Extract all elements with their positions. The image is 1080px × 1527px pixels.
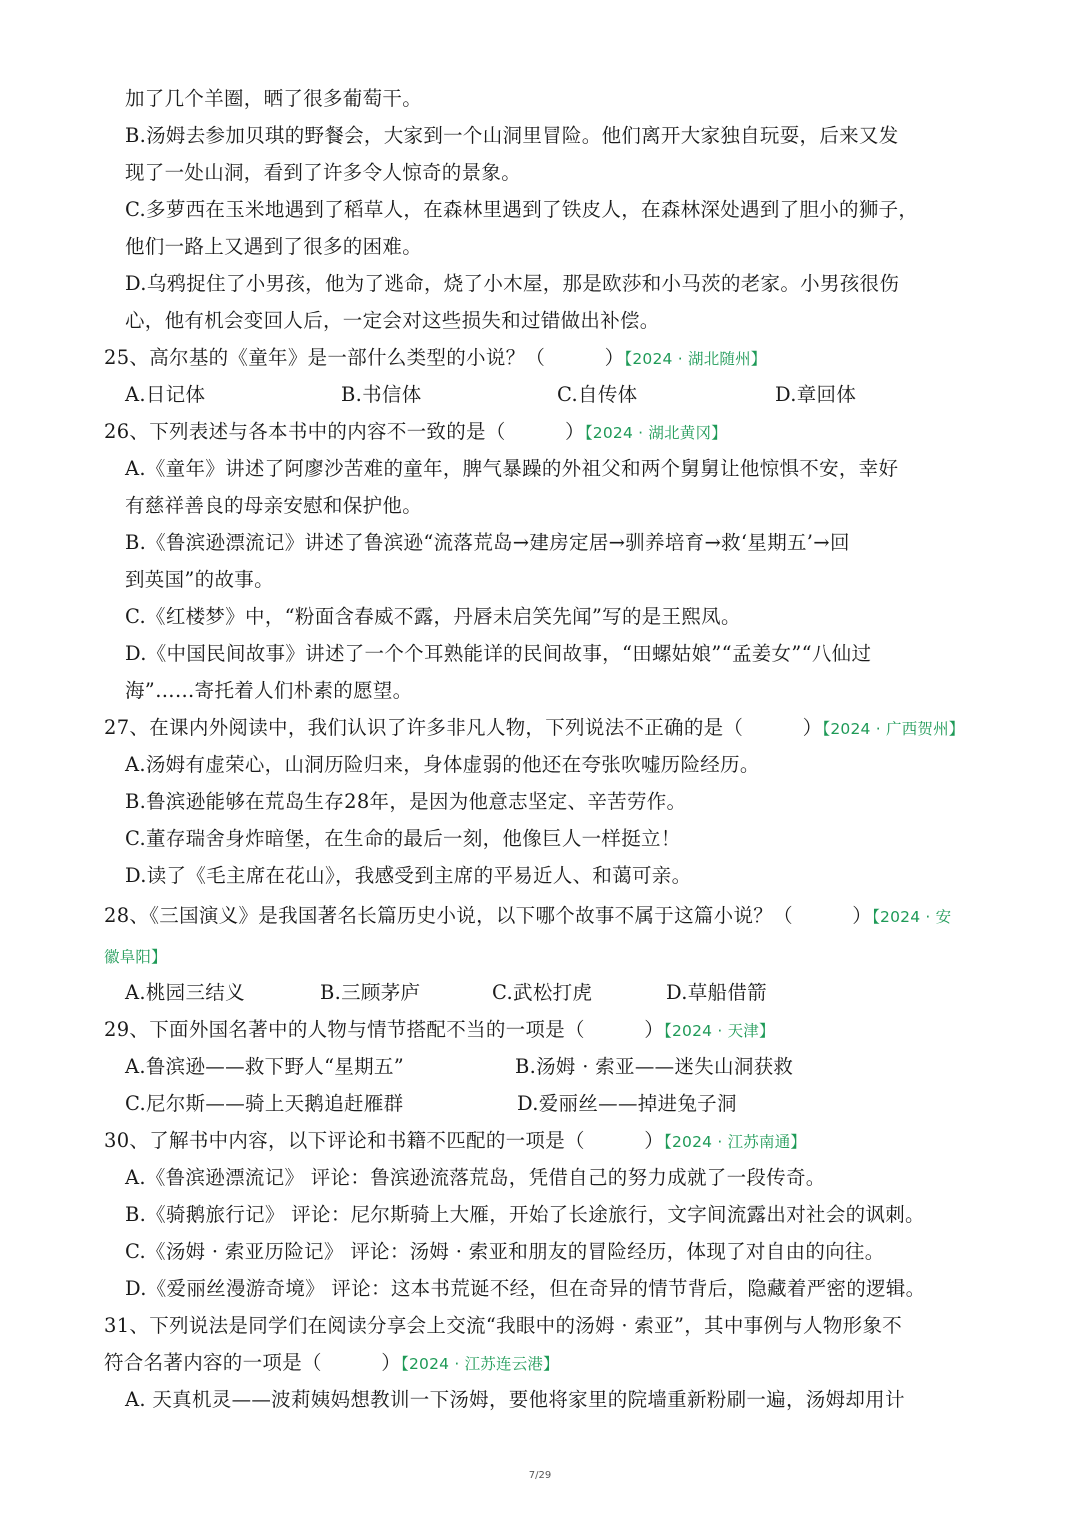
question-stem: 28、《三国演义》是我国著名长篇历史小说，以下哪个故事不属于这篇小说？（ ） <box>104 904 873 927</box>
text-line: 现了一处山洞，看到了许多令人惊奇的景象。 <box>125 161 522 184</box>
question-stem: 29、下面外国名著中的人物与情节搭配不当的一项是（ ） <box>104 1018 665 1041</box>
question-27 <box>0 709 1080 746</box>
text-line: 他们一路上又遇到了很多的困难。 <box>125 235 423 258</box>
option-a: A.《鲁滨逊漂流记》 评论：鲁滨逊流落荒岛，凭借自己的努力成就了一段传奇。 <box>125 1166 826 1189</box>
question-28 <box>0 894 1080 938</box>
option-d-cont: 海”……寄托着人们朴素的愿望。 <box>125 679 413 702</box>
source-tag-cont: 徽阜阳】 <box>104 948 167 966</box>
option-c: C.尼尔斯——骑上天鹅追赶雁群 <box>125 1092 404 1115</box>
option-a: A.《童年》讲述了阿廖沙苦难的童年，脾气暴躁的外祖父和两个舅舅让他惊惧不安，幸好 <box>125 457 899 480</box>
option-d: D.章回体 <box>775 383 857 406</box>
question-stem: 25、高尔基的《童年》是一部什么类型的小说？（ ） <box>104 346 625 369</box>
question-31: 31、下列说法是同学们在阅读分享会上交流“我眼中的汤姆 · 索亚”，其中事例与人物形象不 <box>104 1314 903 1337</box>
option-b-cont: 到英国”的故事。 <box>125 568 274 591</box>
option-a: A.日记体 <box>125 383 206 406</box>
option-d: D.爱丽丝——掉进兔子洞 <box>517 1092 737 1115</box>
option-c: C.自传体 <box>557 383 638 406</box>
question-25-options <box>0 376 1080 413</box>
question-31-cont <box>0 1344 1080 1381</box>
option-d: D.《爱丽丝漫游奇境》 评论：这本书荒诞不经，但在奇异的情节背后，隐藏着严密的逻辑。 <box>125 1277 926 1300</box>
question-29-options-ab <box>0 1048 1080 1085</box>
question-28-options <box>0 974 1080 1011</box>
page-number: 7/29 <box>528 1470 552 1481</box>
source-tag: 【2024 · 广西贺州】 <box>822 720 965 738</box>
question-29-options-cd <box>0 1085 1080 1122</box>
option-a: A. 天真机灵——波莉姨妈想教训一下汤姆，要他将家里的院墙重新粉刷一遍，汤姆却用计 <box>125 1388 905 1411</box>
option-b: B.鲁滨逊能够在荒岛生存28年，是因为他意志坚定、辛苦劳作。 <box>125 790 687 813</box>
question-26 <box>0 413 1080 450</box>
source-tag: 【2024 · 江苏连云港】 <box>401 1355 559 1373</box>
question-25 <box>0 339 1080 376</box>
question-stem: 30、了解书中内容，以下评论和书籍不匹配的一项是（ ） <box>104 1129 665 1152</box>
option-b-line: B.汤姆去参加贝琪的野餐会，大家到一个山洞里冒险。他们离开大家独自玩耍，后来又发 <box>125 124 899 147</box>
question-29 <box>0 1011 1080 1048</box>
source-tag: 【2024 · 天津】 <box>664 1022 775 1040</box>
question-stem: 26、下列表述与各本书中的内容不一致的是（ ） <box>104 420 585 443</box>
option-c: C.《汤姆 · 索亚历险记》 评论：汤姆 · 索亚和朋友的冒险经历，体现了对自由的向往。 <box>125 1240 885 1263</box>
option-b: B.《鲁滨逊漂流记》讲述了鲁滨逊“流落荒岛→建房定居→驯养培育→救‘星期五’→回 <box>125 531 850 554</box>
question-28-cont <box>0 938 1080 974</box>
option-c-line: C.多萝西在玉米地遇到了稻草人，在森林里遇到了铁皮人，在森林深处遇到了胆小的狮子， <box>125 198 919 221</box>
text-line: 加了几个羊圈，晒了很多葡萄干。 <box>125 87 423 110</box>
option-b: B.汤姆 · 索亚——迷失山洞获救 <box>515 1055 794 1078</box>
source-tag: 【2024 · 江苏南通】 <box>664 1133 807 1151</box>
question-stem-cont: 符合名著内容的一项是（ ） <box>104 1351 402 1374</box>
question-stem: 27、在课内外阅读中，我们认识了许多非凡人物，下列说法不正确的是（ ） <box>104 716 823 739</box>
option-d: D.草船借箭 <box>666 981 767 1004</box>
option-a: A.鲁滨逊——救下野人“星期五” <box>125 1055 405 1078</box>
option-b: B.书信体 <box>341 383 422 406</box>
source-tag: 【2024 · 湖北随州】 <box>624 350 767 368</box>
option-a: A.汤姆有虚荣心，山洞历险归来，身体虚弱的他还在夸张吹嘘历险经历。 <box>125 753 760 776</box>
option-d: D.《中国民间故事》讲述了一个个耳熟能详的民间故事，“田螺姑娘”“孟姜女”“八仙过 <box>125 642 872 665</box>
option-d-line: D.乌鸦捉住了小男孩，他为了逃命，烧了小木屋，那是欧莎和小马茨的老家。小男孩很伤 <box>125 272 900 295</box>
option-b: B.《骑鹅旅行记》 评论：尼尔斯骑上大雁，开始了长途旅行，文字间流露出对社会的讽刺。 <box>125 1203 925 1226</box>
option-c: C.董存瑞舍身炸暗堡，在生命的最后一刻，他像巨人一样挺立！ <box>125 827 681 850</box>
text-line: 心，他有机会变回人后，一定会对这些损失和过错做出补偿。 <box>125 309 660 332</box>
option-a-cont: 有慈祥善良的母亲安慰和保护他。 <box>125 494 423 517</box>
source-tag: 【2024 · 安 <box>872 908 952 926</box>
option-a: A.桃园三结义 <box>125 981 245 1004</box>
option-b: B.三顾茅庐 <box>320 981 421 1004</box>
question-30 <box>0 1122 1080 1159</box>
source-tag: 【2024 · 湖北黄冈】 <box>584 424 727 442</box>
option-c: C.《红楼梦》中，“粉面含春威不露，丹唇未启笑先闻”写的是王熙凤。 <box>125 605 741 628</box>
option-d: D.读了《毛主席在花山》，我感受到主席的平易近人、和蔼可亲。 <box>125 864 692 887</box>
option-c: C.武松打虎 <box>492 981 593 1004</box>
